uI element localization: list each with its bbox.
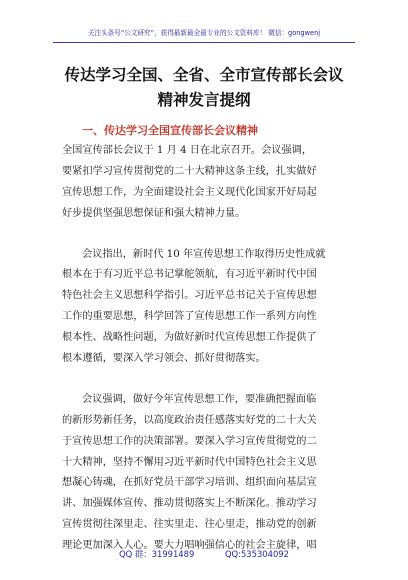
paragraph-line: 十大精神，坚持不懈用习近平新时代中国特色社会主义思	[62, 456, 317, 468]
paragraph-line: 好步提供坚强思想保证和强大精神力量。	[62, 207, 246, 219]
paragraph-line: 工作的重要思想，科学回答了宣传思想工作一系列方向性	[62, 311, 317, 323]
header-banner: 关注头条号“公文研究”，获得最新最全最专业的公文资料库！ 微信：gongwenj	[53, 24, 355, 43]
paragraph-line: 特色社会主义思想科学指引。习近平总书记关于宣传思想	[62, 290, 317, 302]
section-heading: 一、传达学习全国宣传部长会议精神	[82, 124, 258, 137]
paragraph-line: 根本在于有习近平总书记掌舵领航，有习近平新时代中国	[62, 269, 317, 281]
footer-qq-group: QQ 群：31991489	[119, 549, 195, 559]
paragraph-line: 于宣传思想工作的决策部署。要深入学习宣传贯彻党的二	[62, 435, 317, 447]
paragraph-line: 宣传贯彻往深里走、往实里走、往心里走，推动党的创新	[62, 519, 317, 531]
paragraph-line: 会议强调，做好今年宣传思想工作，要准确把握面临	[82, 393, 317, 405]
paragraph-line: 想凝心铸魂，在抓好党员干部学习培训、组织面向基层宣	[62, 477, 317, 489]
page-footer	[0, 548, 408, 560]
paragraph-line: 全国宣传部长会议于 1 月 4 日在北京召开。会议强调，	[62, 145, 313, 156]
footer-qq: QQ:535304092	[224, 549, 289, 559]
document-title-line-1: 传达学习全国、全省、全市宣传部长会议	[64, 66, 344, 84]
paragraph-line: 讲、加强媒体宣传、推动贯彻落实上不断深化。推动学习	[62, 498, 317, 510]
paragraph-line: 根本遵循，要深入学习领会、抓好贯彻落实。	[62, 353, 266, 365]
paragraph-line: 会议指出，新时代 10 年宣传思想工作取得历史性成就	[82, 248, 326, 260]
paragraph-line: 理论更加深入人心。要大力唱响强信心的社会主旋律，唱	[62, 540, 317, 552]
paragraph-1	[62, 141, 348, 225]
body-text	[62, 141, 348, 557]
paragraph-2	[62, 245, 348, 370]
document-title-line-2: 精神发言提纲	[157, 91, 251, 109]
paragraph-3	[62, 390, 348, 557]
paragraph-line: 要紧扣学习宣传贯彻党的二十大精神这条主线，扎实做好	[62, 165, 317, 177]
paragraph-line: 根本性、战略性问题，为做好新时代宣传思想工作提供了	[62, 332, 317, 344]
paragraph-line: 的新形势新任务，以高度政治责任感落实好党的二十大关	[62, 414, 317, 426]
paragraph-line: 宣传思想工作，为全面建设社会主义现代化国家开好局起	[62, 186, 317, 198]
